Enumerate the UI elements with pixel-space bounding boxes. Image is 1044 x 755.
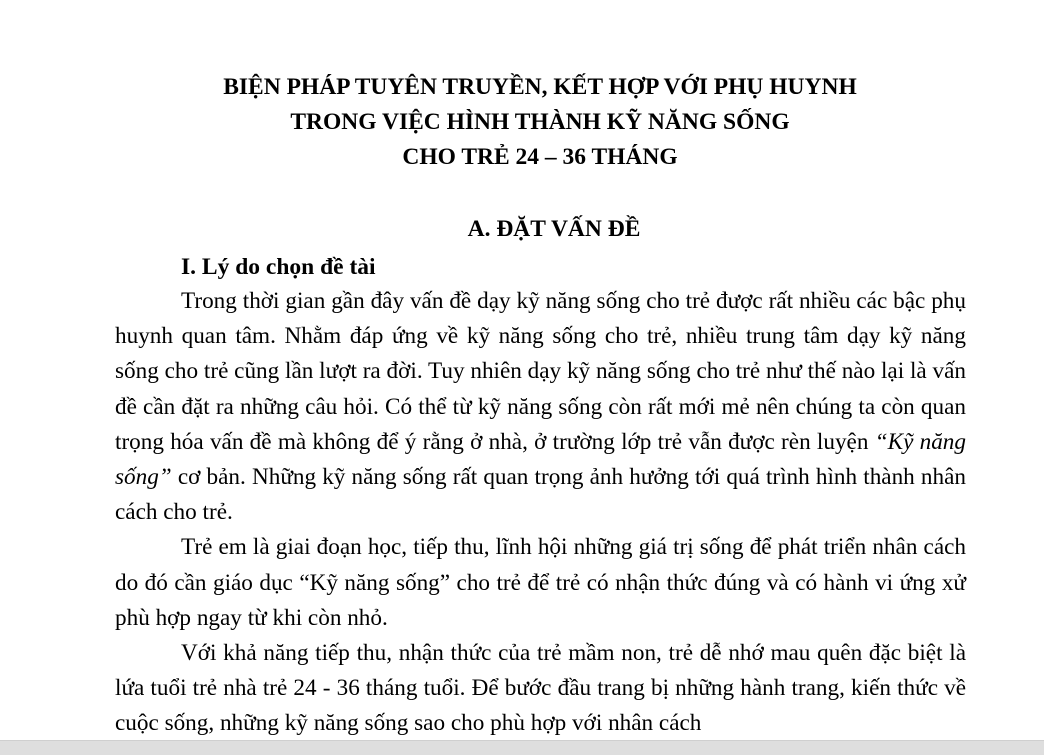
section-heading: A. ĐẶT VẤN ĐỀ — [467, 216, 641, 242]
title-line-2: TRONG VIỆC HÌNH THÀNH KỸ NĂNG SỐNG — [290, 109, 790, 135]
paragraph-1 — [115, 284, 966, 530]
paragraph-1-text-a: Trong thời gian gần đây vấn đề dạy kỹ năng sống cho trẻ được rất nhiều các bậc phụ huynh quan tâm. Nhằm đáp ứng về kỹ năng sống cho trẻ, nhiều trung tâm dạy kỹ năng sống cho trẻ cũng lần lượt ra đời. Tuy nhiên dạy kỹ năng sống cho trẻ như thế nào lại là vấn đề cần đặt ra những câu hỏi. Có thể từ kỹ năng sống còn rất mới mẻ nên chúng ta còn quan trọng hóa vấn đề mà không để ý rằng ở nhà, ở trường lớp trẻ vẫn được rèn luyện — [115, 288, 966, 455]
body-text — [115, 284, 966, 742]
paragraph-1-italic-term: “Kỹ năng sống” — [115, 428, 966, 491]
window-bottom-edge — [0, 740, 1044, 755]
subheading: I. Lý do chọn đề tài — [181, 254, 376, 280]
paragraph-2: Trẻ em là giai đoạn học, tiếp thu, lĩnh hội những giá trị sống để phát triển nhân cách do đó cần giáo dục “Kỹ năng sống” cho trẻ để trẻ có nhận thức đúng và có hành vi ứng xử phù hợp ngay từ khi còn nhỏ. — [115, 534, 966, 631]
title-line-3: CHO TRẺ 24 – 36 THÁNG — [402, 144, 678, 170]
document-title — [0, 70, 1044, 175]
title-line-1: BIỆN PHÁP TUYÊN TRUYỀN, KẾT HỢP VỚI PHỤ HUYNH — [223, 74, 857, 100]
paragraph-1-text-b: cơ bản. Những kỹ năng sống rất quan trọng ảnh hưởng tới quá trình hình thành nhân cách cho trẻ. — [115, 464, 966, 526]
paragraph-3: Với khả năng tiếp thu, nhận thức của trẻ mầm non, trẻ dễ nhớ mau quên đặc biệt là lứa tuổi trẻ nhà trẻ 24 - 36 tháng tuổi. Để bước đầu trang bị những hành trang, kiến thức về cuộc sống, những kỹ năng sống sao cho phù hợp với nhân cách — [115, 640, 966, 737]
